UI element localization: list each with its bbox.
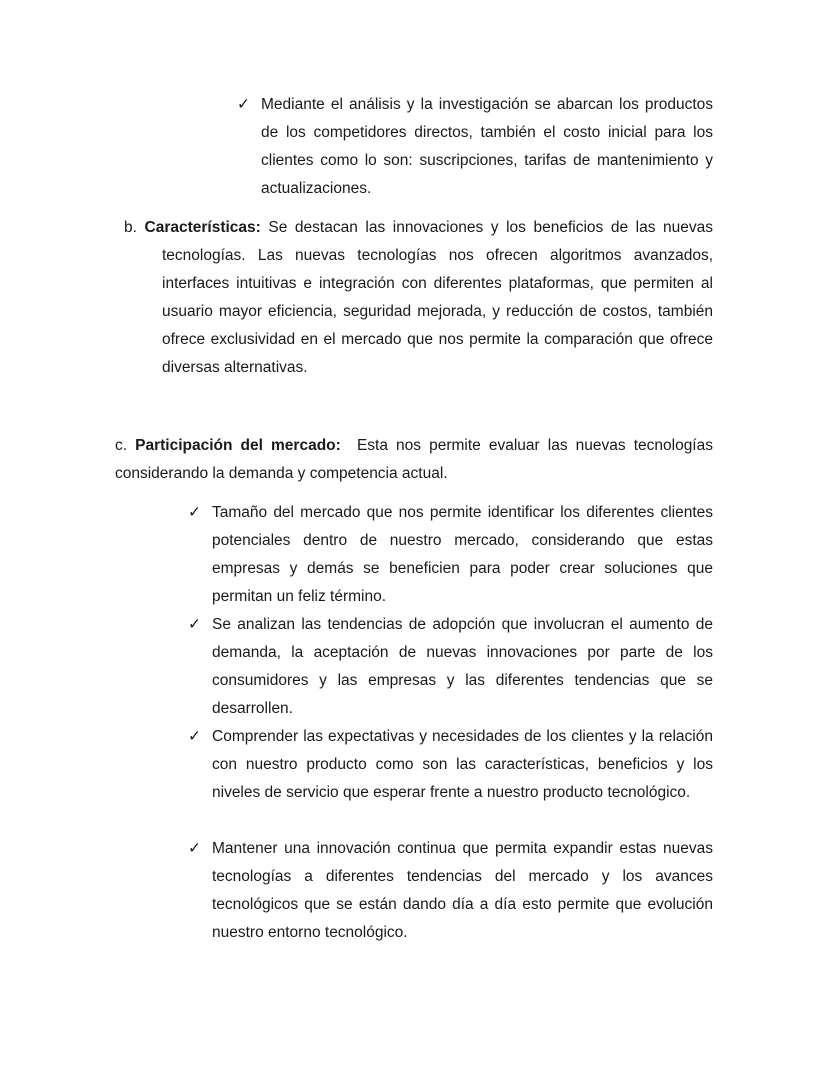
section-b-marker: b. [124,219,137,236]
section-b-heading: Características: [144,219,261,236]
section-c-bullet-text: Se analizan las tendencias de adopción que involucran el aumento de demanda, la aceptación de nuevas innovaciones por parte de los consumidores y las empresas y las diferentes tendencias que se desarrollen. [212,616,713,717]
check-icon: ✓ [188,728,201,745]
section-c-paragraph [115,432,713,488]
section-b-paragraph [124,214,713,382]
section-c-bullet [188,835,713,947]
top-bullet-item [237,91,713,203]
section-c-bullet-text: Mantener una innovación continua que permita expandir estas nuevas tecnologías a diferentes tendencias del mercado y los avances tecnológicos que se están dando día a día esto permite que evolución nuestro entorno tecnológico. [212,840,713,941]
section-c-body: Esta nos permite evaluar las nuevas tecnologías considerando la demanda y competencia actual. [115,437,713,482]
check-icon: ✓ [188,840,201,857]
section-c-bullet-text: Tamaño del mercado que nos permite identificar los diferentes clientes potenciales dentro de nuestro mercado, considerando que estas empresas y demás se beneficien para poder crear soluciones que permitan un feliz término. [212,504,713,605]
check-icon: ✓ [188,504,201,521]
top-bullet-text: Mediante el análisis y la investigación se abarcan los productos de los competidores directos, también el costo inicial para los clientes como lo son: suscripciones, tarifas de mantenimiento y actualizaciones. [261,96,713,197]
section-c-marker: c. [115,437,128,454]
check-icon: ✓ [188,616,201,633]
section-c-bullet [188,723,713,807]
section-c-bullet [188,611,713,723]
check-icon: ✓ [237,96,250,113]
section-c-bullet [188,499,713,611]
section-c-bullet-text: Comprender las expectativas y necesidades de los clientes y la relación con nuestro producto como son las características, beneficios y los niveles de servicio que esperar frente a nuestro producto tecnológico. [212,728,713,801]
section-b-body: Se destacan las innovaciones y los beneficios de las nuevas tecnologías. Las nuevas tecnologías nos ofrecen algoritmos avanzados, interfaces intuitivas e integración con diferentes plataformas, que permiten al usuario mayor eficiencia, seguridad mejorada, y reducción de costos, también ofrece exclusividad en el mercado que nos permite la comparación que ofrece diversas alternativas. [162,219,713,376]
section-c-heading: Participación del mercado: [135,437,341,454]
